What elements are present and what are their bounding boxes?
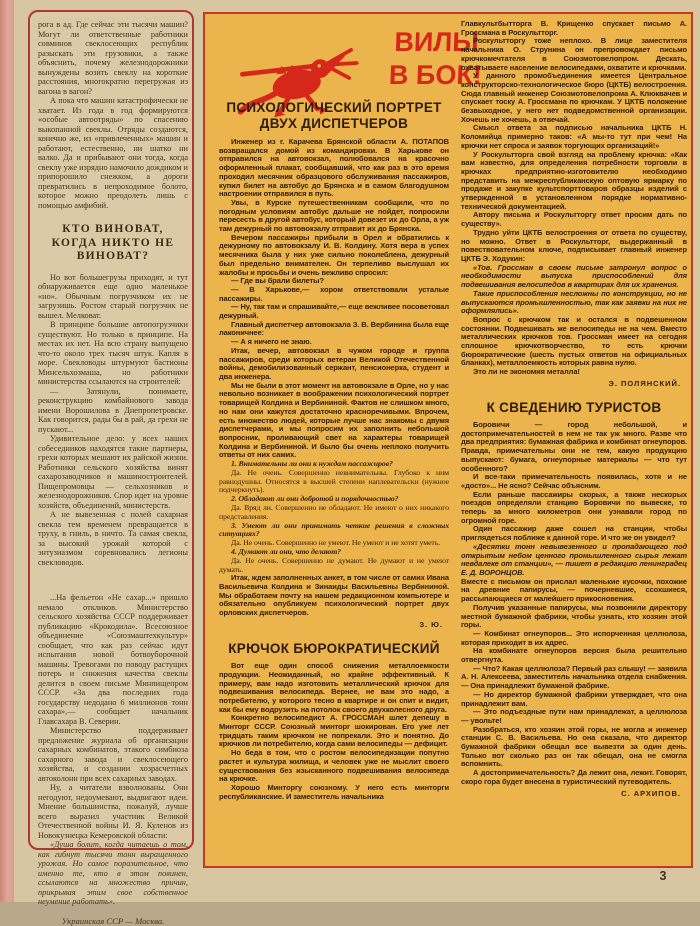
paragraph: 1. Внимательны ли они к нуждам пассажиров? bbox=[219, 460, 449, 469]
paragraph: «Десятки тонн невывезенного и пропадающего под открытым небом ценного промышленного сырья лежат невдалеке от станции», — пишет в редакцию ленинградец Е. Д. ВОРОНЦОВ. bbox=[461, 543, 687, 578]
paragraph: Это ли не экономия металла! bbox=[461, 368, 687, 377]
article-hook-text-left bbox=[219, 662, 449, 801]
paragraph: Итак, ждем заполненных анкет, в том числе от самих Ивана Васильевича Колдина и Зинаиды Васильевны Вербининой. Мы обработаем почту на нашем редакционном компьютере и обязательно опубликуем психологический портрет двух орловских диспетчеров. bbox=[219, 574, 449, 618]
paragraph: Вопрос с крючком так и остался в подвешенном состоянии. Подвешивать же велосипеды не на чем. Вместо металлических крючков тов. Гроссман имеет на сегодня сплошное крючкотворчество, то есть крючки бюрократические (шесть пустых ответов на официальных бланках), металлоемкость которых равна нулю. bbox=[461, 316, 687, 368]
paragraph: У данного промобъединения имеется Центральное конструкторско-технологическое бюро (ЦКТБ) велостроения. Сюда главный инженер Союзмотовелопрома А. Клюквачев и спускает тоску А. Гроссмана по крючкам. У ЦКТБ положение безвыходное, у него нет подведомственной организации. Хочешь не хочешь, а отвечай. bbox=[461, 72, 687, 124]
paragraph: Но вот большегрузы приходят, и тут обнаруживается еще одно маленькое «но». Обычным погрузчиком их не загрузишь. Ростом старый погрузчик не вышел. Мелковат. bbox=[38, 273, 188, 321]
paragraph: — В Харькове,— хором ответствовали усталые пассажиры. bbox=[219, 286, 449, 303]
paragraph: Такие приспособления несложны по конструкции, но не выпускаются промышленностью, так как заявки на них не оформлялись». bbox=[461, 290, 687, 316]
paragraph: Итак, вечер, автовокзал в чужом городе и группа пассажиров, среди которых ветеран Великой Отечественной войны, демобилизованный сержант, пенсионерка, студент и два инженера. bbox=[219, 347, 449, 382]
paragraph: Вот еще один способ снижения металлоемкости продукции. Неожиданный, но крайне эффективный. К примеру, вам надо изготовить металлический крючок для подвешивания велосипеда. Вернее, не вам это надо, а потребителю, у которого тесно в квартире и он спит и видит, как бы ему водрузить на потолок своего двухколесного друга. bbox=[219, 662, 449, 714]
paragraph: Удивительное дело: у всех наших собеседников находятся такие партнеры, грехи которых мешают их райской жизни. Работники сельского хозяйства винят сахарозаводчиков и машиностроителей. Пищепромовцы — сельхозников и железнодорожников. Спор идет на уровне хозяйств, объединений, министерств. bbox=[38, 434, 188, 510]
paragraph: — Затянули, понимаете, реконструкцию комбайнового завода имени Ворошилова в Днепропетровске. Как говорится, рады бы в рай, да грехи не пускают... bbox=[38, 387, 188, 435]
paragraph: Инженер из г. Карачева Брянской области А. ПОТАПОВ возвращался домой из командировки. В Харькове он отправился на автовокзал, полюбовался на красочно оформленный плакат, сообщавший, что как раз в это время проходил месячник образцового обслуживания пассажиров, купил билет на автобус до Брянска и в самом благодушном настроении отправился в путь. bbox=[219, 138, 449, 199]
paragraph: Да. Вряд ли. Совершенно не обладают. Не имеют о них никакого представления. bbox=[219, 504, 449, 522]
title-line: ВИНОВАТ? bbox=[38, 250, 188, 264]
paragraph: Да. Не очень. Совершенно не думают. Не думают и не умеют думать. bbox=[219, 557, 449, 575]
paragraph: — Но директор бумажной фабрики утверждает, что она принадлежит вам. bbox=[461, 691, 687, 708]
paragraph: ...На фельетон «Не сахар...» пришло немало откликов. Министерство сельского хозяйства СССР поддерживает публикацию «Крокодила». Всесоюзное объединение «Союзмаштехкультур» сообщает, что как раз сейчас идут испытания новой ботвоуборочной машины. Тревогами по поводу растущих потерь и снижения качества свеклы делится в своем письме Минпищепром СССР. «За два последних года государству недодано 6 миллионов тонн сахара»,— сообщает начальник Главсахара В. Северин. bbox=[38, 593, 188, 726]
article-intro-text bbox=[38, 20, 188, 210]
paragraph: С. АРХИПОВ. bbox=[461, 790, 681, 799]
paragraph: Смысл ответа за подписью начальника ЦКТБ Н. Коломийца примерно таков: «А мы-то тут при чем! На крючки нет спроса и заявок торгующих организаций!» bbox=[461, 124, 687, 150]
article-title-hook: КРЮЧОК БЮРОКРАТИЧЕСКИЙ bbox=[219, 641, 449, 657]
page-edge-strip bbox=[0, 0, 14, 902]
paragraph: Мы не были в этот момент на автовокзале в Орле, но у нас невольно возникает в воображении психологический портрет товарищей Колдина и Вербининой. Фактов не слишком много, но нам они кажутся достаточно красноречивыми. Впрочем, есть множество людей, которые лучше нас знакомы с двумя диспетчерами, и мы попросим их заполнить небольшой вопросник, проливающий свет на характеры товарищей Колдина и Вербининой. И было бы очень неплохо получить ответы от них самих. bbox=[219, 382, 449, 460]
paragraph: 2. Обладают ли они добротой и порядочностью? bbox=[219, 495, 449, 504]
title-line: ВИЛЫ bbox=[377, 26, 496, 59]
column-middle bbox=[219, 100, 449, 801]
paragraph: На комбинате огнеупоров версия была решительно отвергнута. bbox=[461, 647, 687, 664]
paragraph: У Роскультторга свой взгляд на проблему крючка: «Как вам известно, для определения потребности торговли в крючках предприятию-изготовителю необходимо представить на межреспубликанскую оптовую ярмарку по продаже и закупке культспорттоваров образцы изделий с утвержденной в установленном порядке нормативно-технической документацией. bbox=[461, 151, 687, 212]
paragraph: «Душа болит, когда читаешь о том, как гибнут тысячи тонн выращенного урожая. Но самое поразительное, что именно те, кто в этом повинен, ссылаются на множество причин, прикрывая этим свое собственное неумение работать». bbox=[38, 840, 188, 907]
paragraph: — Где вы брали билеты? bbox=[219, 277, 449, 286]
column-right bbox=[461, 20, 687, 802]
paragraph: рога в ад. Где сейчас эти тысячи машин? Могут ли ответственные работники совминов свеклосеющих республик разыскать эти грузовики, а также объяснить, почему железнодорожники вынуждены возить свеклу на короткие расстояния, многократно перегружая из вагона в вагон? bbox=[38, 20, 188, 96]
paragraph: Ну, а читатели взволнованы. Они негодуют, недоумевают, выдвигают идеи. Мнение большинства, пожалуй, лучше всего выразил участник Великой Отечественной войны И. Я. Куленов из Новокузнецка Кемеровской области: bbox=[38, 783, 188, 840]
paragraph: 4. Думают ли они, что делают? bbox=[219, 548, 449, 557]
paragraph: Боровичи — город небольшой, и достопримечательностей в нем не так уж много. Разве что два предприятия: бумажная фабрика и комбинат огнеупоров. Правда, примечательны они не тем, какую продукцию выпускают: бумага, огнеупорные материалы — что тут особенного? bbox=[461, 421, 687, 473]
paragraph: В принципе большие автопогрузчики существуют. Но только в принципе. На местах их нет. На всю страну выпущено что-то около трех тысяч штук. Капля в море. Свекловоды штурмуют бастионы Минсельхозмаша, но работники министерства ссылаются на строителей: bbox=[38, 320, 188, 387]
paragraph: Конкретно велосипедист А. ГРОССМАН шлет депешу в Минторг СССР. Союзный минторг шокирован. Его уже лет тридцать таким крючком не попрекали. Это и понятно. До крючков ли потребителю, когда сами велосипеды — дефицит. bbox=[219, 714, 449, 749]
paragraph: Главный диспетчер автовокзала З. В. Вербинина была еще лаконичнее: bbox=[219, 321, 449, 338]
article-title-tourists: К СВЕДЕНИЮ ТУРИСТОВ bbox=[461, 400, 687, 416]
article-dispatchers-text bbox=[219, 138, 449, 630]
paragraph: — Это подъездные пути нам принадлежат, а целлюлоза — увольте! bbox=[461, 708, 687, 725]
article-who-is-guilty bbox=[38, 20, 188, 926]
article-body-text bbox=[38, 273, 188, 926]
paragraph: А достопримечательность? Да лежит она, лежит. Говорят, скоро гора будет внесена в туристический путеводитель. bbox=[461, 769, 687, 786]
paragraph: Главкультбытторга В. Крищенко спускает письмо А. Гроссмана в Роскультторг. bbox=[461, 20, 687, 37]
vily-v-bok-section bbox=[203, 12, 693, 868]
title-line: КТО ВИНОВАТ, bbox=[38, 223, 188, 237]
paragraph: Автору письма и Роскультторгу ответ просим дать по существу». bbox=[461, 211, 687, 228]
title-line: КОГДА НИКТО НЕ bbox=[38, 237, 188, 251]
paragraph: — А я ничего не знаю. bbox=[219, 338, 449, 347]
paragraph: Трудно уйти ЦКТБ велостроения от ответа по существу, но можно. Ответ в Роскультторг, выдержанный в повествовательном ключе, подписывает главный инженер ЦКТБ Э. Ходукин: bbox=[461, 229, 687, 264]
paragraph: — Комбинат огнеупоров... Это испорченная целлюлоза, которая приходит в их адрес. bbox=[461, 630, 687, 647]
paragraph: Вечером пассажиры прибыли в Орел и обратились к дежурному по автовокзалу И. В. Колдину. Хотя вера в успех месячника была у них уже сильно поколеблена, дежурный был предельно внимателен. Он терпеливо выслушал их жалобы и просьбы и очень вежливо спросил: bbox=[219, 234, 449, 278]
paragraph: Увы, в Курске путешественникам сообщили, что по погодным условиям автобус дальше не пойдет, попросили пересесть в другой автобус, который довезет их до Орла, а уж там дежурный по автовокзалу отправит их до Брянска. bbox=[219, 199, 449, 234]
paragraph: Роскультторгу тоже неплохо. В лице заместителя начальника О. Струнина он препровождает письмо крючкомечтателя в Союзмотовелопром. Дескать, охватываете население велосипедами, охватите и крючками. bbox=[461, 37, 687, 72]
paragraph: Получив указанные папирусы, мы позвонили директору местной бумажной фабрики, чтобы узнать, кто хозяин этой горы. bbox=[461, 604, 687, 630]
paragraph: Украинская ССР — Москва. bbox=[38, 917, 188, 926]
page-number: 3 bbox=[648, 869, 678, 883]
paragraph: А не вывезенная с полей сахарная свекла тем временем превращается в труху, в гниль, в ничто. Та самая свекла, за высокий урожай которой с энтузиазмом соревновались легионы свекловодов. bbox=[38, 510, 188, 567]
paragraph: — Ну, так там и спрашивайте,— еще вежливее посоветовал дежурный. bbox=[219, 303, 449, 320]
article-hook-text-right bbox=[461, 20, 687, 389]
paragraph: Э. ПОЛЯНСКИЙ. bbox=[461, 380, 681, 389]
paragraph: Вместе с письмом он прислал маленькие кусочки, похожие на древние папирусы, — почерневшие, ссохшиеся, рассыпающиеся от малейшего прикосновения. bbox=[461, 578, 687, 604]
paragraph: Один пассажир даже сошел на станции, чтобы приглядеться поближе к данной горе. И что же он увидел? bbox=[461, 525, 687, 542]
paragraph: А пока что машин катастрофически не хватает. Из года в год формируются «особые автоотряды» по спасению выкопанной свеклы. Отряды создаются, конечно же, из «привлеченных» машин и работают, естественно, ни шатко ни валко. Да и прибывают они тогда, когда свеклу уже изрядно намочило дождиком и припорошило снежком, а дороги превратились в непроходимое болото, которое можно преодолеть лишь с помощью амфибий. bbox=[38, 96, 188, 210]
paragraph: Да. Не очень. Совершенно не умеют. Не умеют и не хотят уметь. bbox=[219, 539, 449, 548]
paragraph: Но беда в том, что с ростом велосипедизации попутно растет и культура жилища, и человек уже не мыслит своего существования без изысканного подвешивания велосипеда на крючке. bbox=[219, 749, 449, 784]
paragraph: Если раньше пассажиры скорых, а также нескорых поездов определяли станцию Боровичи по вывеске, то теперь за много километров они узнавали город по огромной горе. bbox=[461, 491, 687, 526]
paragraph: 3. Умеют ли они принимать четкие решения в сложных ситуациях? bbox=[219, 522, 449, 540]
title-line: В БОК! bbox=[376, 59, 495, 92]
paragraph: Хорошо Минторгу союзному. У него есть минторги республиканские. И заместитель начальника bbox=[219, 784, 449, 801]
article-tourists-text bbox=[461, 421, 687, 798]
paragraph: З. Ю. bbox=[219, 621, 443, 630]
paragraph: Да. Не очень. Совершенно невнимательны. Глубоко к ним равнодушны. Относятся в высшей степени наплевательски (нужное подчеркнуть). bbox=[219, 469, 449, 495]
paragraph: Министерство поддерживает предложение журнала об организации сахарных комбинатов, этакого симбиоза сахарного завода и свеклосеющего хозяйства, и создании хозрасчетных автоколонн при всех сахарных заводах. bbox=[38, 726, 188, 783]
paragraph: Разобраться, кто хозяин этой горы, не могла и инженер станции С. В. Васильева. Но она сказала, что директор бумажной фабрики обещал все вывезти за один день. Только вот сколько раз он так обещал, она не смогла вспомнить. bbox=[461, 726, 687, 770]
paragraph: «Тов. Гроссман в своем письме затронул вопрос о необходимости выпуска приспособлений для подвешивания велосипедов в квартирах для их хранения. bbox=[461, 264, 687, 290]
paragraph: — Что? Какая целлюлоза? Первый раз слышу! — заявила А. Н. Алексеева, заместитель начальника отдела снабжения.— Она принадлежит бумажной фабрике. bbox=[461, 665, 687, 691]
paragraph: И все-таки примечательность появилась, хотя и не «досто»... Не ясно? Сейчас объясним. bbox=[461, 473, 687, 490]
article-title-dispatchers: ПСИХОЛОГИЧЕСКИЙ ПОРТРЕТ ДВУХ ДИСПЕТЧЕРОВ bbox=[219, 100, 449, 131]
article-title-who-is-guilty bbox=[38, 223, 188, 264]
